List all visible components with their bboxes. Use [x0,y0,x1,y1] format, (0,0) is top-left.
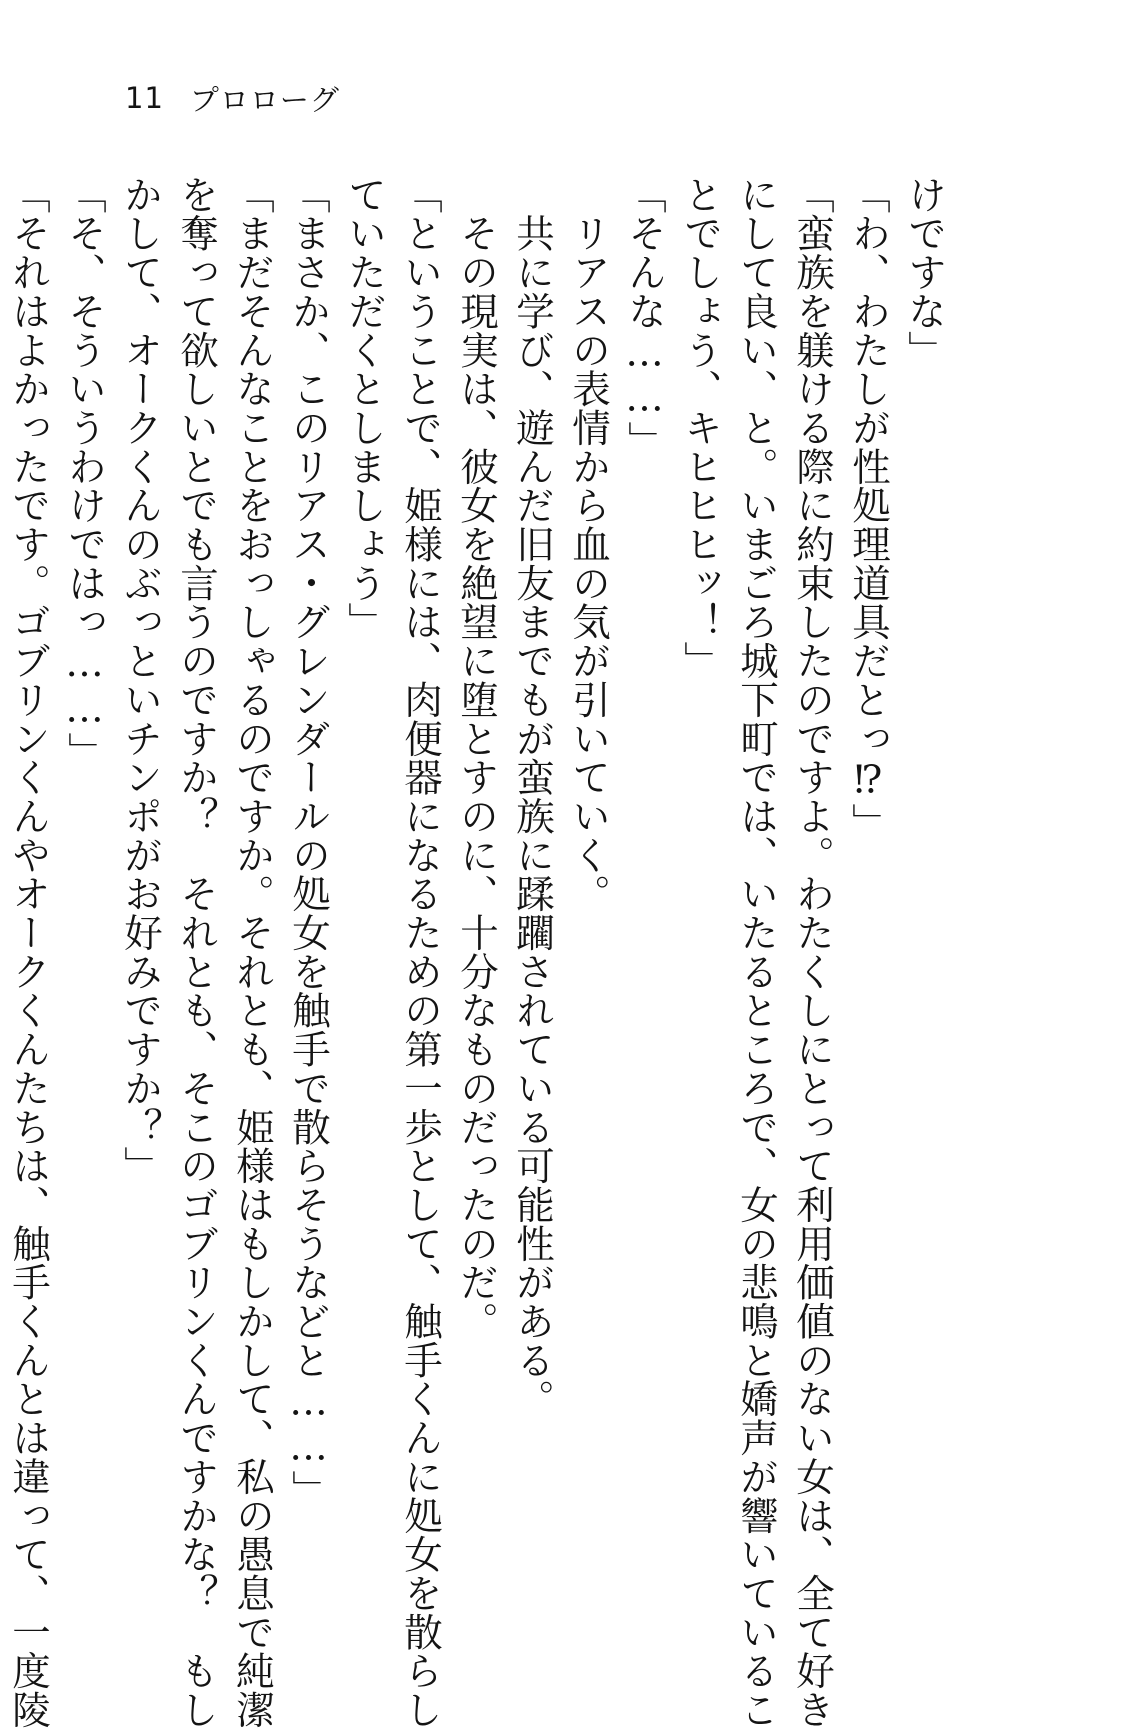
text-line: 「わ、わたしが性処理道具だとっ⁉」 [846,175,891,842]
text-line: を奪って欲しいとでも言うのですか？ それとも、そこのゴブリンくんですかな？ もし [174,175,219,1729]
text-line: その現実は、彼女を絶望に堕とすのに、十分なものだったのだ。 [454,175,499,1341]
text-line: 「ということで、姫様には、肉便器になるための第一歩として、触手くんに処女を散らし [398,175,443,1729]
vertical-body-text [6,175,947,1729]
text-line: とでしょう、キヒヒヒッ！」 [678,175,723,681]
page-header [125,78,340,118]
text-line: 「それはよかったです。ゴブリンくんやオークくんたちは、触手くんとは違って、一度陵 [6,175,51,1729]
text-line: 共に学び、遊んだ旧友までもが蛮族に蹂躙されている可能性がある。 [510,175,555,1419]
page-number: 11 [125,81,164,115]
text-line: けですな」 [902,175,947,370]
text-line: 「まさか、このリアス・グレンダールの処女を触手で散らそうなどと……」 [286,175,331,1509]
text-line: 「そ、そういうわけではっ……」 [62,175,107,771]
text-line: かして、オークくんのぶっといチンポがお好みですか？」 [118,175,163,1186]
text-line: 「蛮族を躾ける際に約束したのですよ。わたくしにとって利用価値のない女は、全て好き [790,175,835,1729]
text-line: 「まだそんなことをおっしゃるのですか。それとも、姫様はもしかして、私の愚息で純潔 [230,175,275,1729]
chapter-title: プロローグ [189,82,340,117]
text-line: 「そんな……」 [622,175,667,460]
text-line: ていただくとしましょう」 [342,175,387,642]
text-line: リアスの表情から血の気が引いていく。 [566,175,611,914]
text-line: にして良い、と。いまごろ城下町では、いたるところで、女の悲鳴と嬌声が響いているこ [734,175,779,1729]
